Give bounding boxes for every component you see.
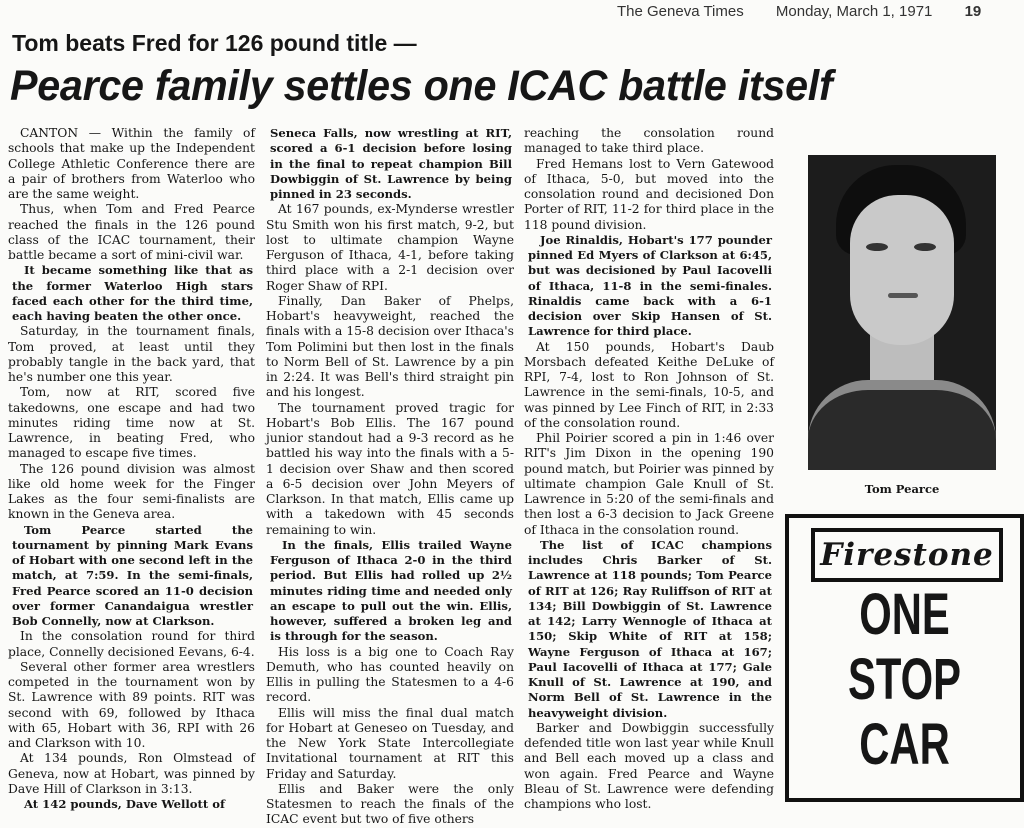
article-paragraph: In the finals, Ellis trailed Wayne Ferguson of Ithaca 2-0 in the third period. But Ellis had rolled up 2½ minutes riding time and needed only an escape to pull out the win. Ellis, however, suffered a broken leg and is through for the season.	[270, 537, 512, 644]
ad-line: CAR	[859, 712, 950, 777]
ad-line: STOP	[848, 647, 961, 712]
article-paragraph: The tournament proved tragic for Hobart's Bob Ellis. The 167 pound junior standout had a 9-3 record as he battled his way into the finals with a 5-1 decision over Shaw and then scored a 6-5 decision over John Meyers of Clarkson. In that match, Ellis came up with a takedown with 45 seconds remaining to win.	[266, 400, 514, 537]
article-paragraph: At 150 pounds, Hobart's Daub Morsbach defeated Keithe DeLuke of RPI, 7-4, lost to Ron Johnson of St. Lawrence in the semi-finals, 10-5, and was pinned by Lee Finch of RIT, in 2:33 of the consolation round.	[524, 339, 774, 430]
article-paragraph: Ellis and Baker were the only Statesmen to reach the finals of the ICAC event but two of five others	[266, 781, 514, 827]
article-paragraph: In the consolation round for third place, Connelly decisioned Eevans, 6-4.	[8, 629, 255, 659]
kicker-headline: Tom beats Fred for 126 pound title —	[12, 30, 417, 56]
article-column-1	[8, 126, 255, 811]
article-paragraph: Thus, when Tom and Fred Pearce reached the finals in the 126 pound class of the ICAC tournament, their battle became a sort of mini-civil war.	[8, 202, 255, 262]
article-paragraph: Barker and Dowbiggin successfully defended title won last year while Knull and Bell each moved up a class and won again. Fred Pearce and Wayne Bleau of St. Lawrence were defending champions who lost.	[524, 720, 774, 811]
article-paragraph: The list of ICAC champions includes Chris Barker of St. Lawrence at 118 pounds; Tom Pearce of RIT at 126; Ray Ruliffson of RIT at 134; Bill Dowbiggin of St. Lawrence at 142; Larry Wennogle of Ithaca at 150; Skip White of RIT at 158; Wayne Ferguson of Ithaca at 167; Paul Iacovelli of Ithaca at 177; Gale Knull of St. Lawrence at 190, and Norm Bell of St. Lawrence in the heavyweight division.	[528, 537, 772, 720]
article-paragraph: Seneca Falls, now wrestling at RIT, scored a 6-1 decision before losing in the final to repeat champion Bill Dowbiggin of St. Lawrence by being pinned in 23 seconds.	[270, 126, 512, 201]
article-paragraph: reaching the consolation round managed to take third place.	[524, 126, 774, 156]
page-number: 19	[964, 3, 982, 20]
photo-eye	[914, 243, 936, 251]
article-column-3	[524, 126, 774, 811]
newspaper-name: The Geneva Times	[617, 3, 744, 20]
article-paragraph: His loss is a big one to Coach Ray Demuth, who has counted heavily on Ellis in pulling the Statesmen to a 4-6 record.	[266, 644, 514, 705]
article-paragraph: Tom Pearce started the tournament by pinning Mark Evans of Hobart with one second left in the match, at 7:59. In the semi-finals, Fred Pearce scored an 11-0 decision over former Canandaigua wrestler Bob Connelly, now at Clarkson.	[12, 522, 253, 628]
article-paragraph: Tom, now at RIT, scored five takedowns, one escape and had two minutes riding time now at St. Lawrence, in beating Fred, who managed to escape five times.	[8, 385, 255, 461]
article-paragraph: Saturday, in the tournament finals, Tom proved, at least until they probably tangle in the back yard, that he's number one this year.	[8, 324, 255, 384]
article-paragraph: It became something like that as the former Waterloo High stars faced each other for the third time, each having beaten the other once.	[12, 263, 253, 323]
issue-date: Monday, March 1, 1971	[775, 3, 933, 20]
ad-brand-logo: Firestone	[811, 528, 1003, 582]
article-paragraph: Several other former area wrestlers competed in the tournament won by St. Lawrence with 89 points. RIT was second with 69, followed by Ithaca with 65, Hobart with 36, RPI with 26 and Clarkson with 10.	[8, 659, 255, 750]
firestone-advertisement	[785, 514, 1024, 802]
article-paragraph: Fred Hemans lost to Vern Gatewood of Ithaca, 5-0, but moved into the consolation round and decisioned Don Porter of RIT, 11-2 for third place in the 118 pound division.	[524, 156, 774, 232]
masthead	[617, 3, 981, 20]
photo-mouth	[888, 293, 918, 298]
photo-face	[850, 195, 954, 345]
article-paragraph: Ellis will miss the final dual match for Hobart at Geneseo on Tuesday, and the New York State Intercollegiate Invitational tournament at RIT this Friday and Saturday.	[266, 705, 514, 781]
portrait-photo	[808, 155, 996, 451]
article-paragraph: At 134 pounds, Ron Olmstead of Geneva, now at Hobart, was pinned by Dave Hill of Clarkson in 3:13.	[8, 751, 255, 796]
ad-line: ONE	[859, 582, 950, 647]
article-paragraph: The 126 pound division was almost like old home week for the Finger Lakes as the four semi-finalists are known in the Geneva area.	[8, 461, 255, 522]
article-paragraph: CANTON — Within the family of schools that make up the Independent College Athletic Conference there are a pair of brothers from Waterloo who are the same weight.	[8, 126, 255, 201]
article-paragraph: Finally, Dan Baker of Phelps, Hobart's heavyweight, reached the finals with a 15-8 decision over Ithaca's Tom Polimini but then lost in the finals to Norm Bell of St. Lawrence by a pin in 2:24. It was Bell's third straight pin and his longest.	[266, 293, 514, 400]
photo-eye	[866, 243, 888, 251]
main-headline: Pearce family settles one ICAC battle itself	[10, 62, 833, 110]
article-paragraph: Joe Rinaldis, Hobart's 177 pounder pinned Ed Myers of Clarkson at 6:45, but was decisioned by Paul Iacovelli of Ithaca, 11-8 in the semi-finales. Rinaldis came back with a 6-1 decision over Skip Hansen of St. Lawrence for third place.	[528, 232, 772, 339]
article-paragraph: At 167 pounds, ex-Mynderse wrestler Stu Smith won his first match, 9-2, but lost to ultimate champion Wayne Ferguson of Ithaca, 4-1, before taking third place with a 2-1 decision over Roger Shaw of RPI.	[266, 202, 514, 293]
photo-shirt	[808, 380, 996, 470]
article-paragraph: At 142 pounds, Dave Wellott of	[24, 797, 225, 811]
photo-caption: Tom Pearce	[864, 482, 940, 496]
article-column-2	[266, 126, 514, 827]
article-paragraph: Phil Poirier scored a pin in 1:46 over RIT's Jim Dixon in the opening 190 pound match, but Poirier was pinned by ultimate champion Gale Knull of St. Lawrence in 5:20 of the semi-finals and then lost a 6-3 decision to Jack Greene of Ithaca in the consolation round.	[524, 431, 774, 537]
